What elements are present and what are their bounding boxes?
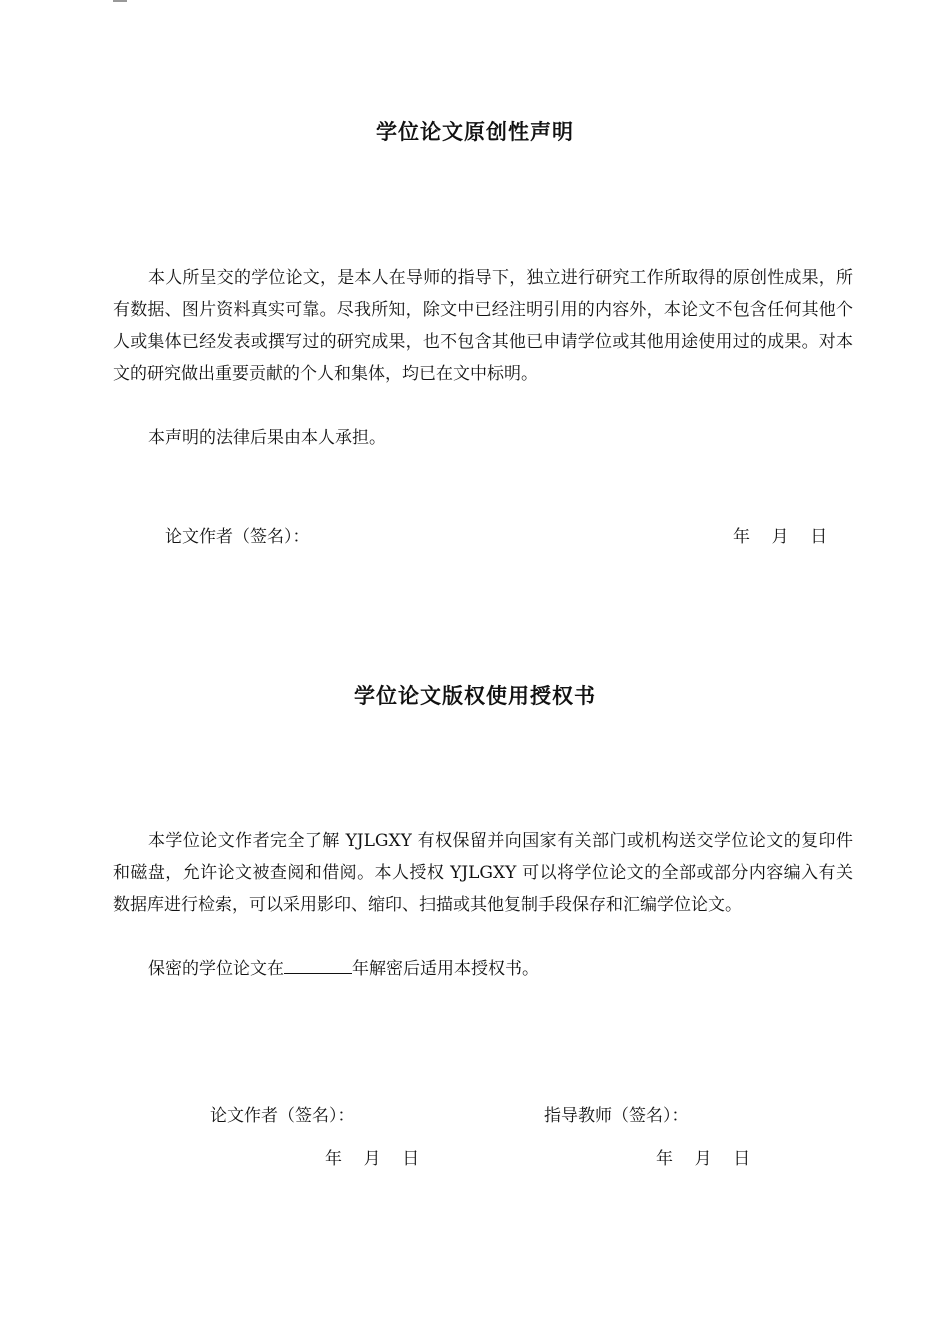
declassification-year-blank xyxy=(284,955,352,974)
copyright-authorization-title: 学位论文版权使用授权书 xyxy=(354,684,596,708)
copyright-authorization-paragraph: 本学位论文作者完全了解 YJLGXY 有权保留并向国家有关部门或机构送交学位论文的复印件和磁盘，允许论文被查阅和借阅。本人授权 YJLGXY 可以将学位论文的全部或部分内容编入有关数据库进行检索，可以采用影印、缩印、扫描或其他复制手段保存和汇编学位论文。 xyxy=(113,831,853,915)
originality-statement-paragraph: 本人所呈交的学位论文，是本人在导师的指导下，独立进行研究工作所取得的原创性成果，所有数据、图片资料真实可靠。尽我所知，除文中已经注明引用的内容外，本论文不包含任何其他个人或集体已经发表或撰写过的研究成果，也不包含其他已申请学位或其他用途使用过的成果。对本文的研究做出重要贡献的个人和集体，均已在文中标明。 xyxy=(113,268,853,384)
signature-date-label: 年 月 日 xyxy=(733,527,828,547)
author-signature-label-2: 论文作者（签名）： xyxy=(210,1106,355,1126)
confidential-thesis-line xyxy=(148,953,539,985)
confidential-suffix: 年解密后适用本授权书。 xyxy=(352,959,539,979)
author-signature-label: 论文作者（签名）： xyxy=(165,527,310,547)
originality-statement-title: 学位论文原创性声明 xyxy=(376,120,574,144)
advisor-date-label: 年 月 日 xyxy=(656,1149,751,1169)
author-date-label: 年 月 日 xyxy=(325,1149,420,1169)
confidential-prefix: 保密的学位论文在 xyxy=(148,959,284,979)
legal-responsibility-paragraph: 本声明的法律后果由本人承担。 xyxy=(148,428,386,448)
page-corner-mark xyxy=(113,0,127,2)
advisor-signature-label: 指导教师（签名）： xyxy=(544,1106,689,1126)
